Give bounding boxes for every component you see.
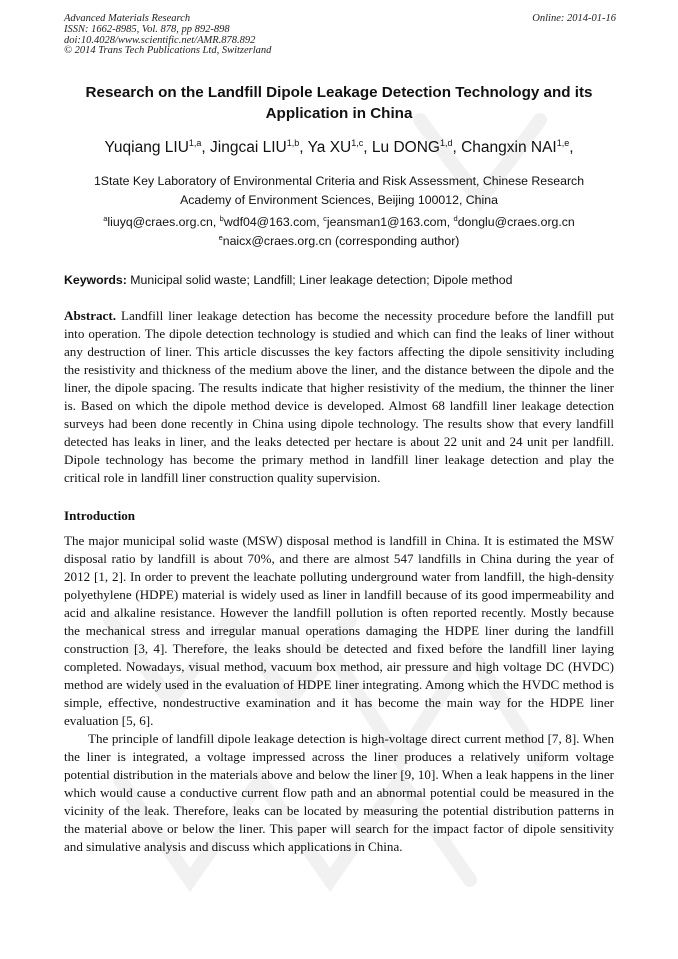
online-date: Online: 2014-01-16: [532, 13, 616, 24]
author-name: Yuqiang LIU: [104, 139, 189, 156]
author-name: Changxin NAI: [461, 139, 557, 156]
email-superscript: e: [218, 232, 223, 242]
email-superscript: b: [219, 214, 224, 223]
email-link[interactable]: jeansman1@163.com,: [326, 215, 454, 229]
keywords: [64, 272, 614, 288]
author-superscript: 1,d: [439, 138, 453, 148]
author-superscript: 1,c: [351, 138, 364, 148]
email-superscript: a: [103, 214, 108, 223]
author-separator: ,: [452, 139, 462, 156]
keywords-label: Keywords:: [64, 273, 127, 287]
email-link[interactable]: donglu@craes.org.cn: [457, 215, 575, 229]
copyright-line: © 2014 Trans Tech Publications Ltd, Switzerland: [64, 45, 272, 57]
author-superscript: 1,e: [556, 138, 570, 148]
title-line-2: Application in China: [265, 105, 413, 122]
intro-paragraph-2: The principle of landfill dipole leakage detection is high-voltage direct current method [7, 8]. When the liner is integrated, a voltage impressed across the liner produces a relatively uniform voltage potential distribution in the materials above and below the liner [9, 10]. When a leak happens in the liner which would cause a conductive current flow path and an abnormal potential could be measured in the vicinity of the leak. Therefore, leaks can be located by measuring the potential distribution patterns in the material above or below the liner. This paper will search for the impact factor of dipole sensitivity and simulative analysis and discuss which applications in China.: [64, 731, 614, 854]
affiliation-line-2: Academy of Environment Sciences, Beijing 100012, China: [180, 192, 498, 207]
corresponding-email[interactable]: naicx@craes.org.cn (corresponding author): [222, 233, 460, 248]
author-separator: ,: [201, 139, 211, 156]
keywords-text: Municipal solid waste; Landfill; Liner leakage detection; Dipole method: [126, 273, 513, 287]
author-name: Ya XU: [307, 139, 352, 156]
author-name: Jingcai LIU: [210, 139, 287, 156]
email-link[interactable]: liuyq@craes.org.cn,: [107, 215, 220, 229]
email-line-1: [64, 214, 614, 233]
abstract: [64, 307, 614, 487]
author-separator: ,: [363, 139, 372, 156]
email-line-2: [64, 233, 614, 252]
author-superscript: 1,b: [286, 138, 300, 148]
abstract-label: Abstract.: [64, 308, 116, 323]
author-emails: [64, 214, 614, 251]
author-separator: ,: [569, 139, 574, 156]
journal-header: [64, 14, 616, 57]
title-line-1: Research on the Landfill Dipole Leakage Detection Technology and its: [85, 84, 593, 101]
paper-title: [64, 82, 614, 124]
email-link[interactable]: wdf04@163.com,: [223, 215, 324, 229]
author-list: [64, 138, 614, 159]
email-superscript: d: [453, 214, 458, 223]
doi-line: doi:10.4028/www.scientific.net/AMR.878.892: [64, 34, 256, 46]
section-heading-introduction: Introduction: [64, 508, 136, 523]
intro-paragraph-1: The major municipal solid waste (MSW) disposal method is landfill in China. It is estimated the MSW disposal ratio by landfill is about 70%, and there are almost 547 landfills in China during the year of 2012 [1, 2]. In order to prevent the leachate polluting underground water from landfill, the high-density polyethylene (HDPE) material is widely used as liner in landfill because of its good impermeability and acid and alkaline resistance. However the landfill pollution is often reported recently. Mostly because the mechanical stress and irregular manual operations damaging the HDPE liner during the landfill construction [3, 4]. Therefore, the leaks should be detected and fixed before the landfill liner laying completed. Nowadays, visual method, vacuum box method, air pressure and high voltage DC (HVDC) method are widely used in the evaluation of HDPE liner integrating. Among which the HVDC method is simple, effective, nondestructive examination and it has become the main way for the HDPE liner evaluation [5, 6].: [64, 533, 614, 728]
author-superscript: 1,a: [188, 138, 202, 148]
email-superscript: c: [323, 214, 327, 223]
journal-name: Advanced Materials Research: [64, 13, 191, 24]
issn-line: ISSN: 1662-8985, Vol. 878, pp 892-898: [64, 23, 230, 35]
introduction-body: [64, 532, 614, 856]
affiliation: [64, 172, 614, 209]
author-name: Lu DONG: [371, 139, 440, 156]
affiliation-line-1: 1State Key Laboratory of Environmental Criteria and Risk Assessment, Chinese Research: [93, 174, 585, 188]
abstract-text: Landfill liner leakage detection has become the necessity procedure before the landfill put into operation. The dipole detection technology is studied and which can find the leaks of liner without any destruction of liner. This article discusses the key factors affecting the dipole sensitivity including the resistivity and thickness of the medium above the liner, and the distance between the dipole and the liner, the dipole spacing. The results indicate that higher resistivity of the medium, the thinner the liner is. Based on which the dipole method device is developed. Almost 68 landfill liner leakage detection surveys had been done recently in China using dipole technology. The results show that every landfill detected has leaks in liner, and the leaks detected per hectare is about 22 unit and 24 unit per landfill. Dipole technology has become the primary method in landfill liner leakage detection and play the critical role in landfill liner construction quality supervision.: [64, 308, 614, 485]
author-separator: ,: [299, 139, 308, 156]
